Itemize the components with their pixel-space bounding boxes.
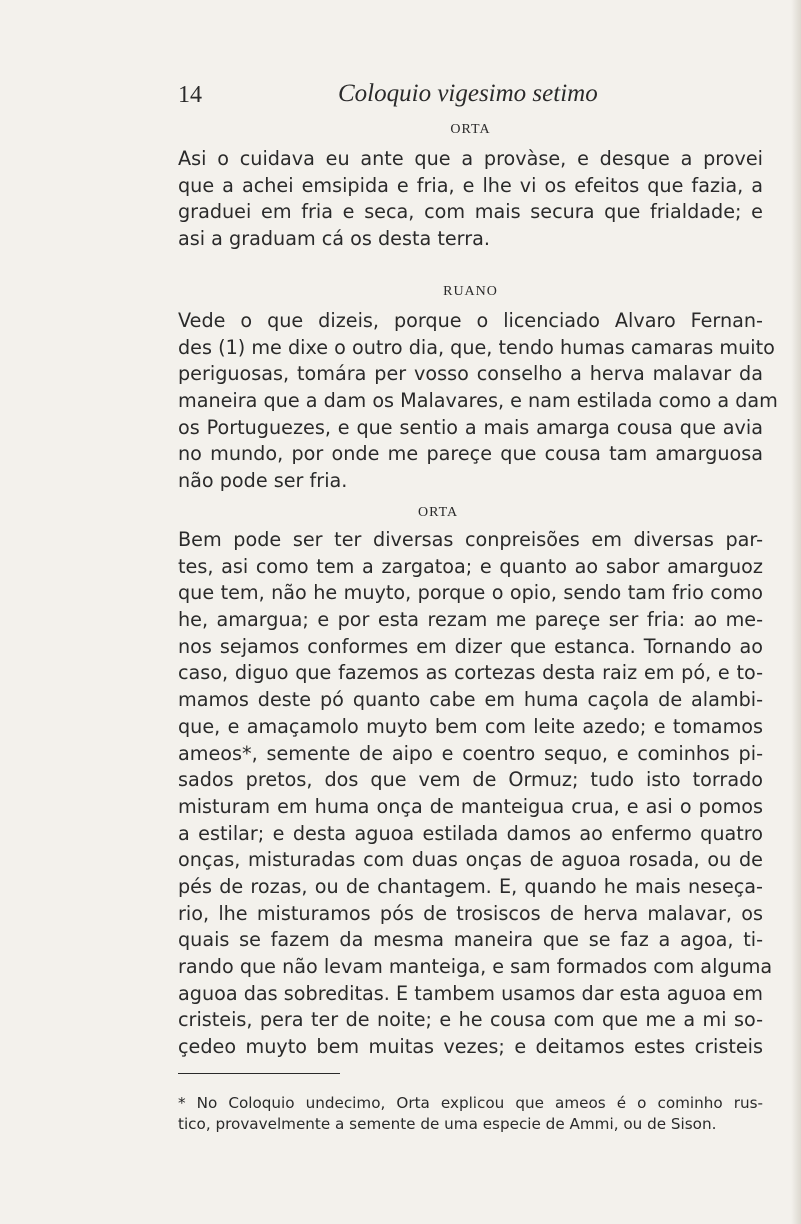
text-line: a estilar; e desta aguoa estilada damos ao enfermo quatro bbox=[178, 821, 763, 845]
paragraph bbox=[178, 308, 778, 495]
text-line: cristeis, pera ter de noite; e he cousa com que me a mi so- bbox=[178, 1008, 763, 1032]
page-edge bbox=[791, 0, 801, 1224]
text-line: rando que não levam manteiga, e sam formados com alguma bbox=[178, 955, 773, 978]
speaker-label: ORTA bbox=[450, 122, 491, 137]
text-line: periguosas, tomára per vosso conselho a herva malavar da bbox=[178, 362, 763, 386]
section-orta-2 bbox=[178, 503, 773, 1061]
text-line: no mundo, por onde me pareçe que cousa tam amarguosa bbox=[178, 442, 763, 466]
section-orta-1 bbox=[178, 120, 763, 253]
text-line: asi a graduam cá os desta terra. bbox=[178, 227, 490, 251]
text-line: caso, diguo que fazemos as cortezas desta raiz em pó, e to- bbox=[178, 661, 763, 685]
text-line: maneira que a dam os Malavares, e nam estilada como a dam bbox=[178, 389, 778, 413]
text-line: ameos*, semente de aipo e coentro sequo, e cominhos pi- bbox=[178, 741, 763, 765]
text-line: çedeo muyto bem muitas vezes; e deitamos estes cristeis bbox=[178, 1035, 763, 1059]
text-line: des (1) me dixe o outro dia, que, tendo humas camaras muito bbox=[178, 335, 775, 359]
text-line: Asi o cuidava eu ante que a provàse, e desque a provei bbox=[178, 147, 763, 170]
speaker-label: ORTA bbox=[418, 505, 459, 520]
footnote-line: * No Coloquio undecimo, Orta explicou que ameos é o cominho rus- bbox=[178, 1094, 763, 1112]
text-line: não pode ser fria. bbox=[178, 469, 348, 493]
paragraph bbox=[178, 146, 763, 253]
text-line: Bem pode ser ter diversas conpreisões em diversas par- bbox=[178, 528, 763, 551]
speaker-label: RUANO bbox=[443, 284, 498, 299]
footnote bbox=[178, 1093, 763, 1135]
text-line: que, e amaçamolo muyto bem com leite azedo; e tomamos bbox=[178, 714, 763, 738]
paragraph bbox=[178, 527, 773, 1061]
text-line: quais se fazem da mesma maneira que se faz a agoa, ti- bbox=[178, 928, 763, 952]
section-ruano bbox=[178, 282, 778, 495]
text-line: graduei em fria e seca, com mais secura que frialdade; e bbox=[178, 200, 763, 224]
text-line: mamos deste pó quanto cabe em huma caçola de alambi- bbox=[178, 688, 763, 712]
running-title: Coloquio vigesimo setimo bbox=[338, 80, 598, 107]
footnote-line: tico, provavelmente a semente de uma especie de Ammi, ou de Sison. bbox=[178, 1115, 717, 1133]
text-line: nos sejamos conformes em dizer que estanca. Tornando ao bbox=[178, 634, 763, 658]
text-line: onças, misturadas com duas onças de aguoa rosada, ou de bbox=[178, 848, 763, 872]
text-line: os Portuguezes, e que sentio a mais amarga cousa que avia bbox=[178, 415, 763, 439]
footnote-rule bbox=[178, 1073, 340, 1074]
text-line: misturam em huma onça de manteigua crua, e asi o pomos bbox=[178, 794, 763, 818]
text-line: pés de rozas, ou de chantagem. E, quando he mais neseça- bbox=[178, 874, 763, 898]
page-header bbox=[0, 78, 801, 112]
text-line: que tem, não he muyto, porque o opio, sendo tam frio como bbox=[178, 581, 763, 605]
text-line: Vede o que dizeis, porque o licenciado Alvaro Fernan- bbox=[178, 309, 763, 332]
text-line: que a achei emsipida e fria, e lhe vi os efeitos que fazia, a bbox=[178, 173, 763, 197]
text-line: rio, lhe misturamos pós de trosiscos de herva malavar, os bbox=[178, 901, 763, 925]
text-line: sados pretos, dos que vem de Ormuz; tudo isto torrado bbox=[178, 768, 763, 792]
text-line: he, amargua; e por esta rezam me pareçe ser fria: ao me- bbox=[178, 608, 763, 632]
text-line: tes, asi como tem a zargatoa; e quanto ao sabor amarguoz bbox=[178, 554, 763, 578]
page-number: 14 bbox=[178, 82, 202, 108]
text-line: aguoa das sobreditas. E tambem usamos dar esta aguoa em bbox=[178, 981, 763, 1005]
